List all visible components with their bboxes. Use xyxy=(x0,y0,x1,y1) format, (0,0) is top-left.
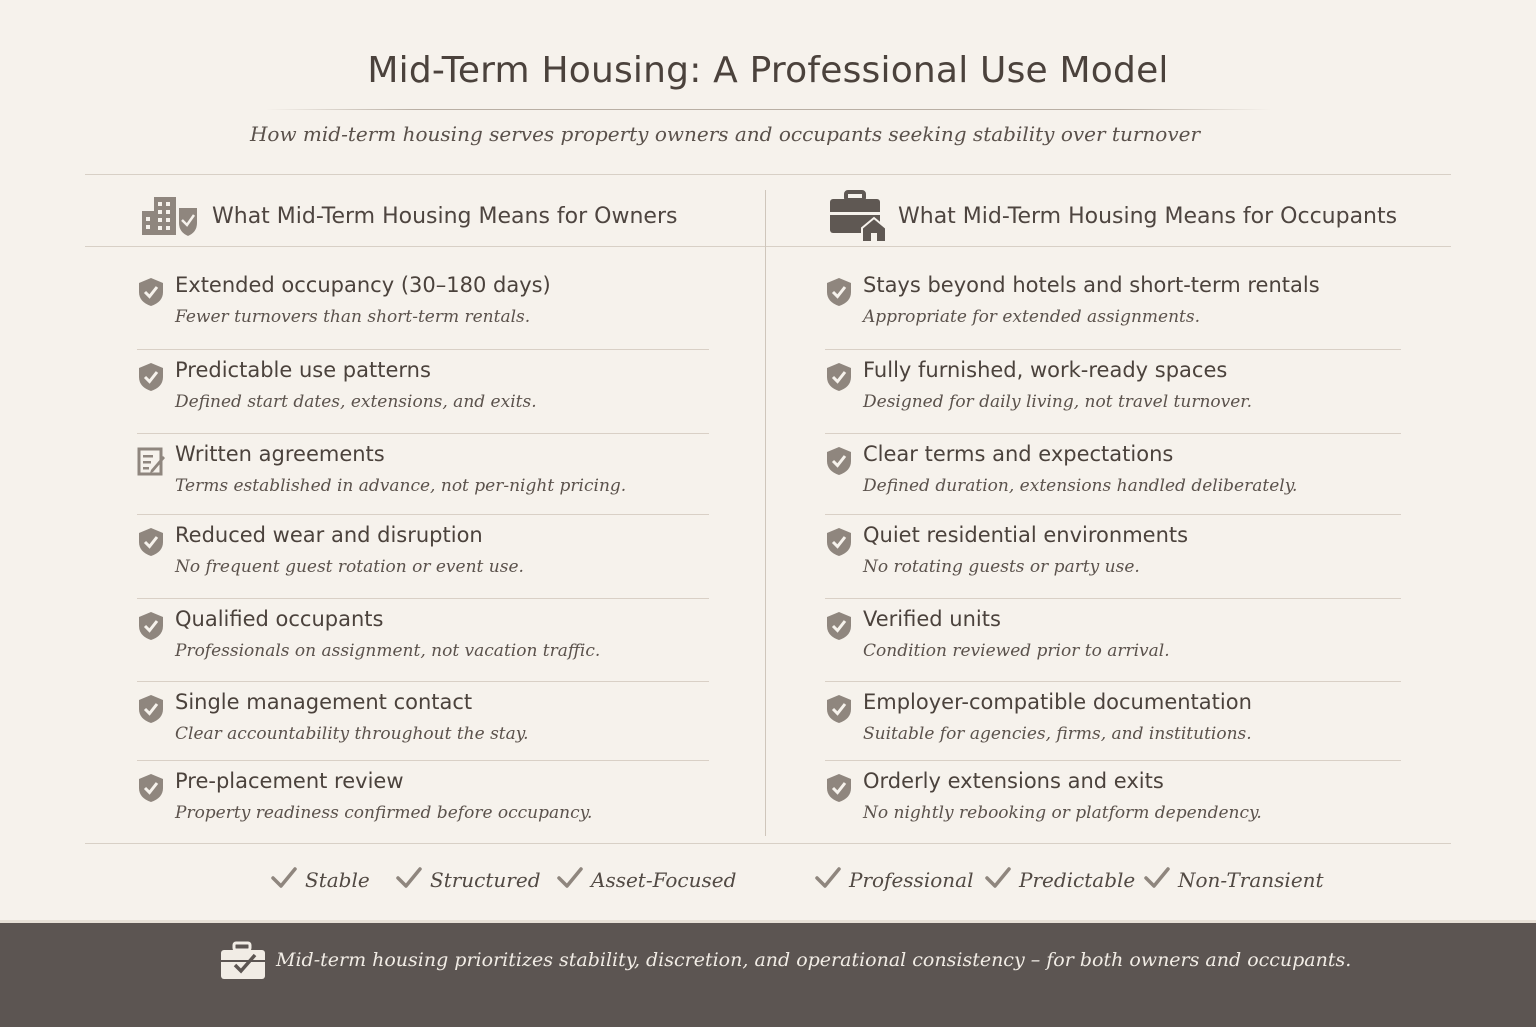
list-item xyxy=(825,761,1401,845)
item-title: Stays beyond hotels and short-term rentals xyxy=(863,273,1320,297)
item-title: Quiet residential environments xyxy=(863,523,1189,547)
item-description: Defined duration, extensions handled deliberately. xyxy=(863,476,1298,496)
keyword-badge xyxy=(985,862,1135,898)
column-divider xyxy=(765,190,766,836)
item-description: Condition reviewed prior to arrival. xyxy=(863,641,1170,661)
item-description: No frequent guest rotation or event use. xyxy=(175,557,524,577)
shield-check-icon xyxy=(137,277,165,307)
list-item xyxy=(825,434,1401,515)
item-title: Pre-placement review xyxy=(175,769,404,793)
keyword-badge xyxy=(557,862,736,898)
list-item xyxy=(137,350,709,434)
item-description: Designed for daily living, not travel turnover. xyxy=(863,392,1252,412)
list-item xyxy=(137,515,709,599)
item-description: Terms established in advance, not per-night pricing. xyxy=(175,476,627,496)
building-shield-icon xyxy=(140,193,200,239)
item-description: No rotating guests or party use. xyxy=(863,557,1140,577)
shield-check-icon xyxy=(825,527,853,557)
briefcase-check-icon xyxy=(219,941,267,981)
occupants-heading xyxy=(828,192,1397,240)
item-title: Single management contact xyxy=(175,690,473,714)
keyword-label: Stable xyxy=(305,868,370,892)
checkmark-icon xyxy=(985,866,1011,895)
shield-check-icon xyxy=(825,446,853,476)
item-description: Suitable for agencies, firms, and institutions. xyxy=(863,724,1252,744)
document-edit-icon xyxy=(137,446,165,476)
list-item xyxy=(137,265,709,350)
keyword-badge xyxy=(396,862,541,898)
keyword-label: Structured xyxy=(430,868,541,892)
item-title: Qualified occupants xyxy=(175,607,384,631)
item-title: Reduced wear and disruption xyxy=(175,523,483,547)
shield-check-icon xyxy=(825,773,853,803)
checkmark-icon xyxy=(396,866,422,895)
keyword-badge xyxy=(271,862,370,898)
checkmark-icon xyxy=(557,866,583,895)
keyword-label: Asset-Focused xyxy=(591,868,737,892)
item-title: Predictable use patterns xyxy=(175,358,431,382)
checkmark-icon xyxy=(815,866,841,895)
list-item xyxy=(137,682,709,761)
owners-heading xyxy=(140,192,677,240)
item-description: Fewer turnovers than short-term rentals. xyxy=(175,307,531,327)
shield-check-icon xyxy=(137,773,165,803)
keyword-label: Professional xyxy=(849,868,974,892)
keyword-label: Predictable xyxy=(1019,868,1136,892)
briefcase-house-icon xyxy=(828,190,886,242)
page-subtitle: How mid-term housing serves property owners and occupants seeking stability over turnover xyxy=(249,122,1201,146)
item-description: Professionals on assignment, not vacation traffic. xyxy=(175,641,601,661)
shield-check-icon xyxy=(825,694,853,724)
item-description: Appropriate for extended assignments. xyxy=(863,307,1200,327)
shield-check-icon xyxy=(137,527,165,557)
checkmark-icon xyxy=(271,866,297,895)
page-title: Mid-Term Housing: A Professional Use Model xyxy=(367,50,1169,91)
list-item xyxy=(825,265,1401,350)
shield-check-icon xyxy=(825,611,853,641)
item-title: Fully furnished, work-ready spaces xyxy=(863,358,1228,382)
list-item xyxy=(137,599,709,682)
item-title: Orderly extensions and exits xyxy=(863,769,1164,793)
keyword-badge xyxy=(1144,862,1324,898)
title-divider xyxy=(265,109,1271,110)
list-item xyxy=(825,350,1401,434)
footer-text: Mid-term housing prioritizes stability, discretion, and operational consistency – for both owners and occupants. xyxy=(276,949,1352,971)
list-item xyxy=(825,515,1401,599)
list-item xyxy=(825,682,1401,761)
shield-check-icon xyxy=(137,694,165,724)
list-item xyxy=(825,599,1401,682)
occupants-heading-text: What Mid-Term Housing Means for Occupants xyxy=(898,203,1398,229)
shield-check-icon xyxy=(825,277,853,307)
list-item xyxy=(137,434,709,515)
header-divider xyxy=(85,174,1451,175)
item-description: Clear accountability throughout the stay. xyxy=(175,724,529,744)
item-title: Extended occupancy (30–180 days) xyxy=(175,273,551,297)
item-description: Defined start dates, extensions, and exits. xyxy=(175,392,537,412)
owners-heading-text: What Mid-Term Housing Means for Owners xyxy=(212,203,678,229)
columns-head-divider xyxy=(85,246,1451,247)
checkmark-icon xyxy=(1144,866,1170,895)
item-title: Clear terms and expectations xyxy=(863,442,1174,466)
item-title: Employer-compatible documentation xyxy=(863,690,1252,714)
shield-check-icon xyxy=(137,611,165,641)
item-description: Property readiness confirmed before occupancy. xyxy=(175,803,593,823)
shield-check-icon xyxy=(825,362,853,392)
item-title: Written agreements xyxy=(175,442,385,466)
list-item xyxy=(137,761,709,845)
item-title: Verified units xyxy=(863,607,1001,631)
shield-check-icon xyxy=(137,362,165,392)
item-description: No nightly rebooking or platform dependency. xyxy=(863,803,1262,823)
footer-banner xyxy=(0,920,1536,1027)
keyword-label: Non-Transient xyxy=(1178,868,1324,892)
keyword-badge xyxy=(815,862,973,898)
